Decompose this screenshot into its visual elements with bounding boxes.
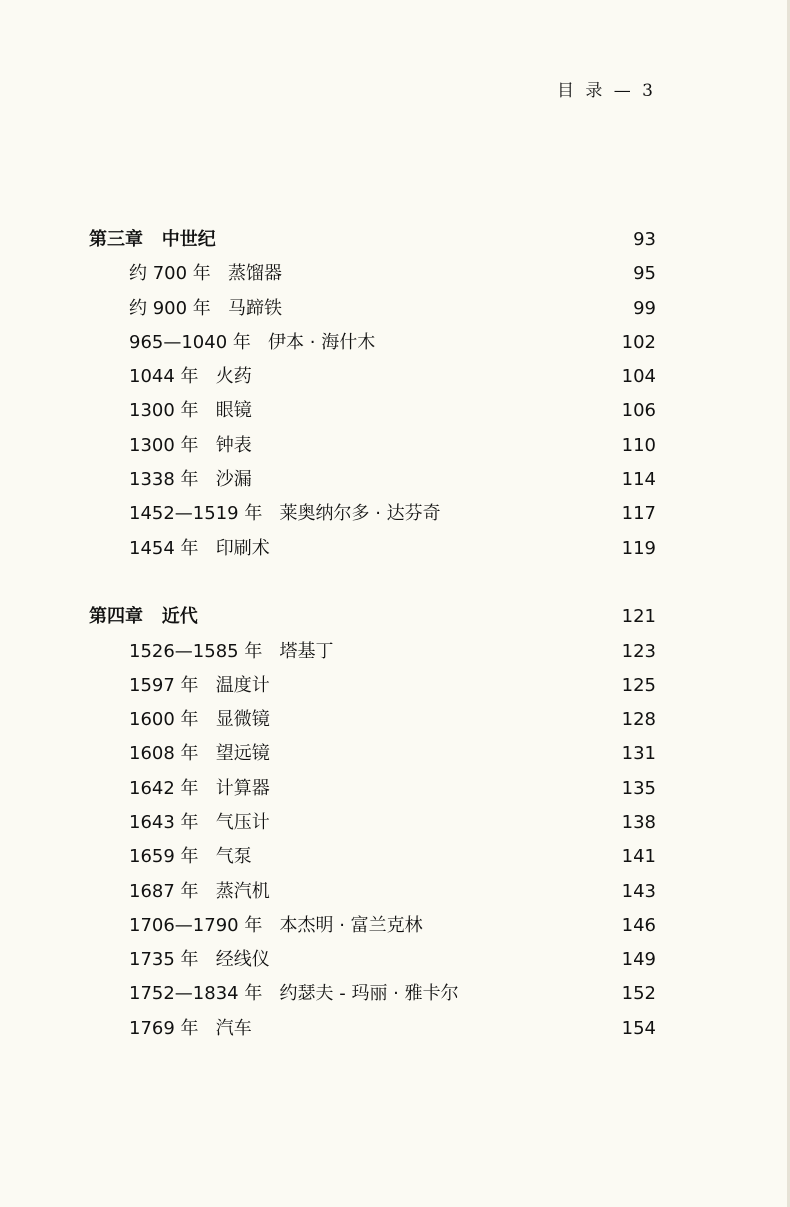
entry-title: 1608 年 望远镜	[129, 743, 270, 764]
page-number: 149	[621, 949, 656, 970]
toc-entry[interactable]	[0, 396, 790, 426]
page-number: 110	[621, 435, 656, 456]
toc-entry[interactable]	[0, 671, 790, 701]
entry-title: 1597 年 温度计	[129, 675, 270, 696]
entry-title: 1600 年 显微镜	[129, 709, 270, 730]
running-header: 目 录 — 3	[556, 81, 656, 101]
page-number: 93	[633, 229, 656, 250]
page-number: 141	[621, 846, 656, 867]
toc-entry[interactable]	[0, 911, 790, 941]
toc-entry[interactable]	[0, 362, 790, 392]
entry-title: 1300 年 眼镜	[129, 400, 252, 421]
toc-entry[interactable]	[0, 259, 790, 289]
page-number: 106	[621, 400, 656, 421]
page-number: 99	[633, 298, 656, 319]
page-number: 128	[621, 709, 656, 730]
page-number: 121	[621, 606, 656, 627]
entry-title: 1452—1519 年 莱奥纳尔多 · 达芬奇	[129, 503, 441, 524]
entry-title: 1643 年 气压计	[129, 812, 270, 833]
toc-entry[interactable]	[0, 465, 790, 495]
page-number: 114	[621, 469, 656, 490]
page-number: 138	[621, 812, 656, 833]
toc-entry[interactable]	[0, 637, 790, 667]
entry-title: 965—1040 年 伊本 · 海什木	[129, 332, 376, 353]
page-number: 143	[621, 881, 656, 902]
toc-entry[interactable]	[0, 499, 790, 529]
toc-entry[interactable]	[0, 431, 790, 461]
page-number: 117	[621, 503, 656, 524]
toc-entry[interactable]	[0, 739, 790, 769]
page-number: 152	[621, 983, 656, 1004]
chapter-title: 第三章 中世纪	[89, 229, 216, 250]
page-number: 131	[621, 743, 656, 764]
toc-entry[interactable]	[0, 842, 790, 872]
entry-title: 1659 年 气泵	[129, 846, 252, 867]
toc-entry[interactable]	[0, 294, 790, 324]
entry-title: 1454 年 印刷术	[129, 538, 270, 559]
page-number: 146	[621, 915, 656, 936]
page-number: 125	[621, 675, 656, 696]
page-number: 119	[621, 538, 656, 559]
entry-title: 1642 年 计算器	[129, 778, 270, 799]
toc-entry[interactable]	[0, 328, 790, 358]
entry-title: 1735 年 经线仪	[129, 949, 270, 970]
toc-entry[interactable]	[0, 945, 790, 975]
toc-entry[interactable]	[0, 774, 790, 804]
toc-chapter[interactable]	[0, 225, 790, 255]
entry-title: 约 700 年 蒸馏器	[129, 263, 282, 284]
page-number: 154	[621, 1018, 656, 1039]
page-number: 104	[621, 366, 656, 387]
chapter-title: 第四章 近代	[89, 606, 198, 627]
page-number: 123	[621, 641, 656, 662]
entry-title: 1706—1790 年 本杰明 · 富兰克林	[129, 915, 423, 936]
toc-entry[interactable]	[0, 808, 790, 838]
page-number: 135	[621, 778, 656, 799]
entry-title: 1300 年 钟表	[129, 435, 252, 456]
page-number: 95	[633, 263, 656, 284]
entry-title: 1687 年 蒸汽机	[129, 881, 270, 902]
entry-title: 1044 年 火药	[129, 366, 252, 387]
entry-title: 1526—1585 年 塔基丁	[129, 641, 334, 662]
page-number: 102	[621, 332, 656, 353]
entry-title: 1769 年 汽车	[129, 1018, 252, 1039]
entry-title: 1752—1834 年 约瑟夫 - 玛丽 · 雅卡尔	[129, 983, 459, 1004]
toc-entry[interactable]	[0, 705, 790, 735]
toc-chapter[interactable]	[0, 602, 790, 632]
toc-entry[interactable]	[0, 979, 790, 1009]
toc-entry[interactable]	[0, 534, 790, 564]
toc-entry[interactable]	[0, 877, 790, 907]
entry-title: 1338 年 沙漏	[129, 469, 252, 490]
toc-entry[interactable]	[0, 1014, 790, 1044]
entry-title: 约 900 年 马蹄铁	[129, 298, 282, 319]
